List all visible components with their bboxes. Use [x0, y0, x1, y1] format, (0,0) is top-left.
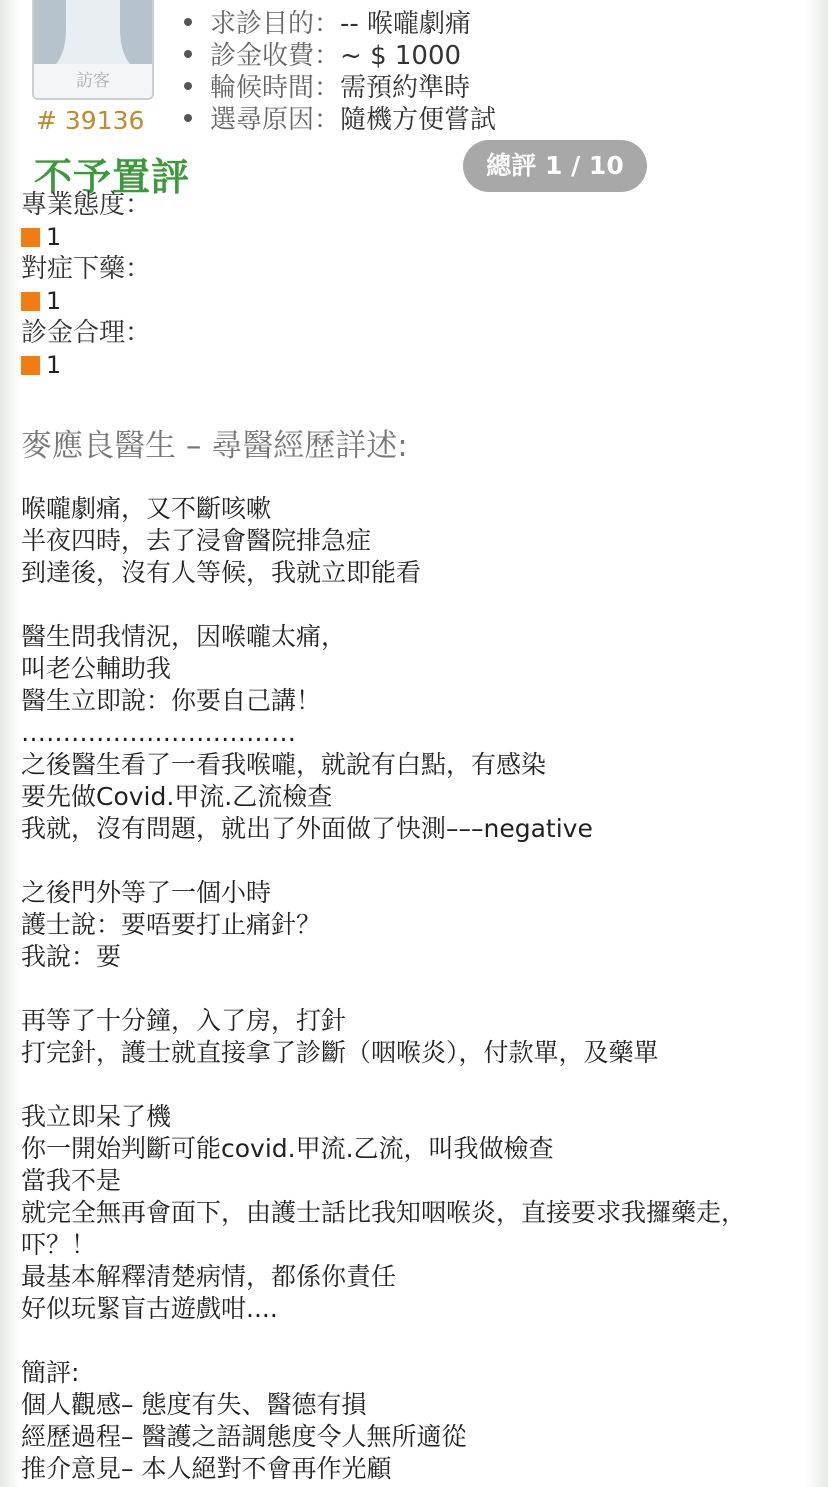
review-line: 叫老公輔助我: [21, 654, 172, 683]
review-line: 之後門外等了一個小時: [21, 878, 272, 907]
review-line: 再等了十分鐘，入了房，打針: [21, 1006, 347, 1035]
bullet-icon: [184, 18, 192, 26]
review-line: 之後醫生看了一看我喉嚨，就說有白點，有感染: [21, 750, 547, 779]
review-line: 要先做Covid.甲流.乙流檢查: [21, 782, 333, 811]
bullet-icon: [184, 50, 192, 58]
rating-value-professional: 1: [21, 221, 151, 253]
review-line: 個人觀感– 態度有失、醫德有損: [21, 1390, 367, 1419]
review-line: 當我不是: [21, 1166, 122, 1195]
review-line: [21, 973, 811, 1005]
review-line: 推介意見– 本人絕對不會再作光顧: [21, 1454, 392, 1483]
avatar-caption: 訪客: [34, 64, 152, 98]
info-item-fee: 診金收費：~ $ 1000: [180, 40, 496, 72]
info-item-wait: 輪候時間：需預約準時: [180, 72, 496, 104]
info-item-purpose: 求診目的：-- 喉嚨劇痛: [180, 8, 496, 40]
review-line: [21, 589, 811, 621]
review-line: 簡評:: [21, 1358, 80, 1387]
review-line: ……………………………: [21, 718, 296, 747]
overall-score-badge: 總評 1 / 10: [463, 140, 647, 192]
review-line: [21, 1069, 811, 1101]
visitor-avatar[interactable]: [32, 0, 154, 100]
review-line: 醫生立即說：你要自己講！: [21, 686, 322, 715]
rating-value-fee: 1: [21, 349, 151, 381]
rating-square-icon: [21, 292, 40, 311]
review-line: 半夜四時，去了浸會醫院排急症: [21, 526, 372, 555]
rating-label-treatment: 對症下藥：: [21, 254, 152, 284]
review-line: 護士說：要唔要打止痛針？: [21, 910, 322, 939]
ratings-block: [21, 189, 151, 381]
review-line: 喉嚨劇痛，又不斷咳嗽: [21, 494, 272, 523]
review-line: 就完全無再會面下，由護士話比我知咽喉炎，直接要求我攞藥走，: [21, 1198, 747, 1227]
review-line: 你一開始判斷可能covid.甲流.乙流，叫我做檢查: [21, 1134, 554, 1163]
rating-square-icon: [21, 228, 40, 247]
visit-info-list: [180, 8, 496, 136]
review-line: 最基本解釋清楚病情，都係你責任: [21, 1262, 397, 1291]
review-title: 麥應良醫生 – 尋醫經歷詳述:: [21, 428, 408, 464]
visitor-id[interactable]: # 39136: [36, 106, 145, 135]
bullet-icon: [184, 82, 192, 90]
review-line: 醫生問我情況，因喉嚨太痛，: [21, 622, 347, 651]
verdict-label: 不予置評: [34, 155, 191, 199]
info-item-reason: 選尋原因：隨機方便嘗試: [180, 104, 496, 136]
review-body: [21, 493, 811, 1485]
review-line: 我立即呆了機: [21, 1102, 172, 1131]
review-line: 我就，沒有問題，就出了外面做了快測–––negative: [21, 814, 593, 843]
rating-square-icon: [21, 356, 40, 375]
review-line: 打完針，護士就直接拿了診斷（咽喉炎），付款單，及藥單: [21, 1038, 659, 1067]
review-line: 好似玩緊盲古遊戲咁....: [21, 1294, 278, 1323]
review-line: [21, 1325, 811, 1357]
bullet-icon: [184, 114, 192, 122]
review-line: 吓？！: [21, 1230, 97, 1259]
rating-label-professional: 專業態度：: [21, 190, 152, 220]
review-line: 到達後，沒有人等候，我就立即能看: [21, 558, 422, 587]
review-line: 經歷過程– 醫護之語調態度令人無所適從: [21, 1422, 467, 1451]
rating-value-treatment: 1: [21, 285, 151, 317]
rating-label-fee: 診金合理：: [21, 318, 152, 348]
review-line: 我說：要: [21, 942, 122, 971]
review-line: [21, 845, 811, 877]
